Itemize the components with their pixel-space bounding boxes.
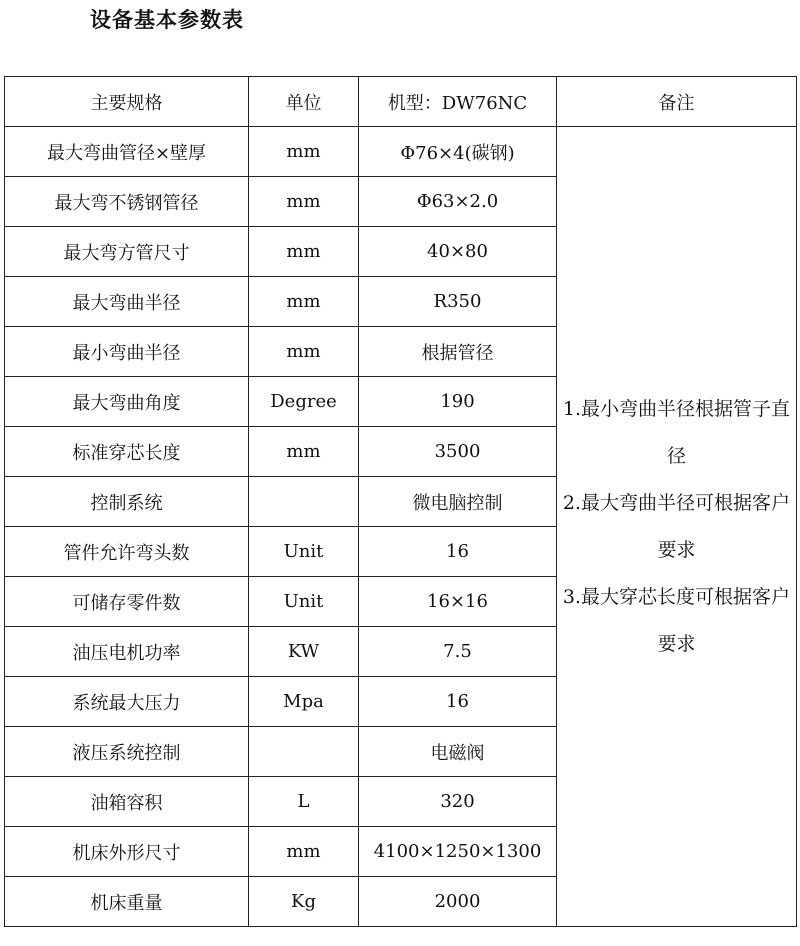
remark-note: 3.最大穿芯长度可根据客户要求 [562, 585, 791, 655]
value-cell: 16×16 [359, 577, 557, 627]
unit-cell: Mpa [249, 677, 359, 727]
value-cell: 4100×1250×1300 [359, 827, 557, 877]
table-header-row [5, 77, 797, 127]
header-model: 机型：DW76NC [359, 77, 557, 127]
spec-cell: 可储存零件数 [5, 577, 249, 627]
spec-cell: 管件允许弯头数 [5, 527, 249, 577]
page-title: 设备基本参数表 [90, 8, 244, 32]
value-cell: 7.5 [359, 627, 557, 677]
spec-cell: 最大弯曲半径 [5, 277, 249, 327]
unit-cell: mm [249, 427, 359, 477]
spec-cell: 标准穿芯长度 [5, 427, 249, 477]
unit-cell: mm [249, 127, 359, 177]
table-row [5, 127, 797, 177]
spec-cell: 控制系统 [5, 477, 249, 527]
value-cell: R350 [359, 277, 557, 327]
value-cell: 3500 [359, 427, 557, 477]
unit-cell: mm [249, 277, 359, 327]
value-cell: 40×80 [359, 227, 557, 277]
spec-cell: 油压电机功率 [5, 627, 249, 677]
unit-cell: mm [249, 177, 359, 227]
unit-cell [249, 477, 359, 527]
header-remarks: 备注 [557, 77, 797, 127]
unit-cell: mm [249, 327, 359, 377]
spec-cell: 最大弯曲管径×壁厚 [5, 127, 249, 177]
spec-cell: 最大弯不锈钢管径 [5, 177, 249, 227]
remark-note: 1.最小弯曲半径根据管子直径 [562, 397, 791, 467]
spec-table [4, 76, 797, 927]
spec-cell: 最小弯曲半径 [5, 327, 249, 377]
value-cell: Φ76×4(碳钢) [359, 127, 557, 177]
header-unit: 单位 [249, 77, 359, 127]
value-cell: 微电脑控制 [359, 477, 557, 527]
unit-cell: Degree [249, 377, 359, 427]
remark-note: 2.最大弯曲半径可根据客户要求 [562, 491, 791, 561]
value-cell: Φ63×2.0 [359, 177, 557, 227]
spec-cell: 油箱容积 [5, 777, 249, 827]
unit-cell: KW [249, 627, 359, 677]
value-cell: 16 [359, 527, 557, 577]
spec-cell: 机床重量 [5, 877, 249, 927]
remarks-cell [557, 127, 797, 927]
value-cell: 16 [359, 677, 557, 727]
value-cell: 电磁阀 [359, 727, 557, 777]
value-cell: 2000 [359, 877, 557, 927]
unit-cell: Unit [249, 577, 359, 627]
spec-cell: 机床外形尺寸 [5, 827, 249, 877]
unit-cell: L [249, 777, 359, 827]
value-cell: 根据管径 [359, 327, 557, 377]
spec-cell: 最大弯曲角度 [5, 377, 249, 427]
value-cell: 320 [359, 777, 557, 827]
unit-cell: Kg [249, 877, 359, 927]
unit-cell [249, 727, 359, 777]
value-cell: 190 [359, 377, 557, 427]
unit-cell: Unit [249, 527, 359, 577]
spec-cell: 最大弯方管尺寸 [5, 227, 249, 277]
spec-cell: 液压系统控制 [5, 727, 249, 777]
unit-cell: mm [249, 227, 359, 277]
unit-cell: mm [249, 827, 359, 877]
header-spec: 主要规格 [5, 77, 249, 127]
spec-cell: 系统最大压力 [5, 677, 249, 727]
